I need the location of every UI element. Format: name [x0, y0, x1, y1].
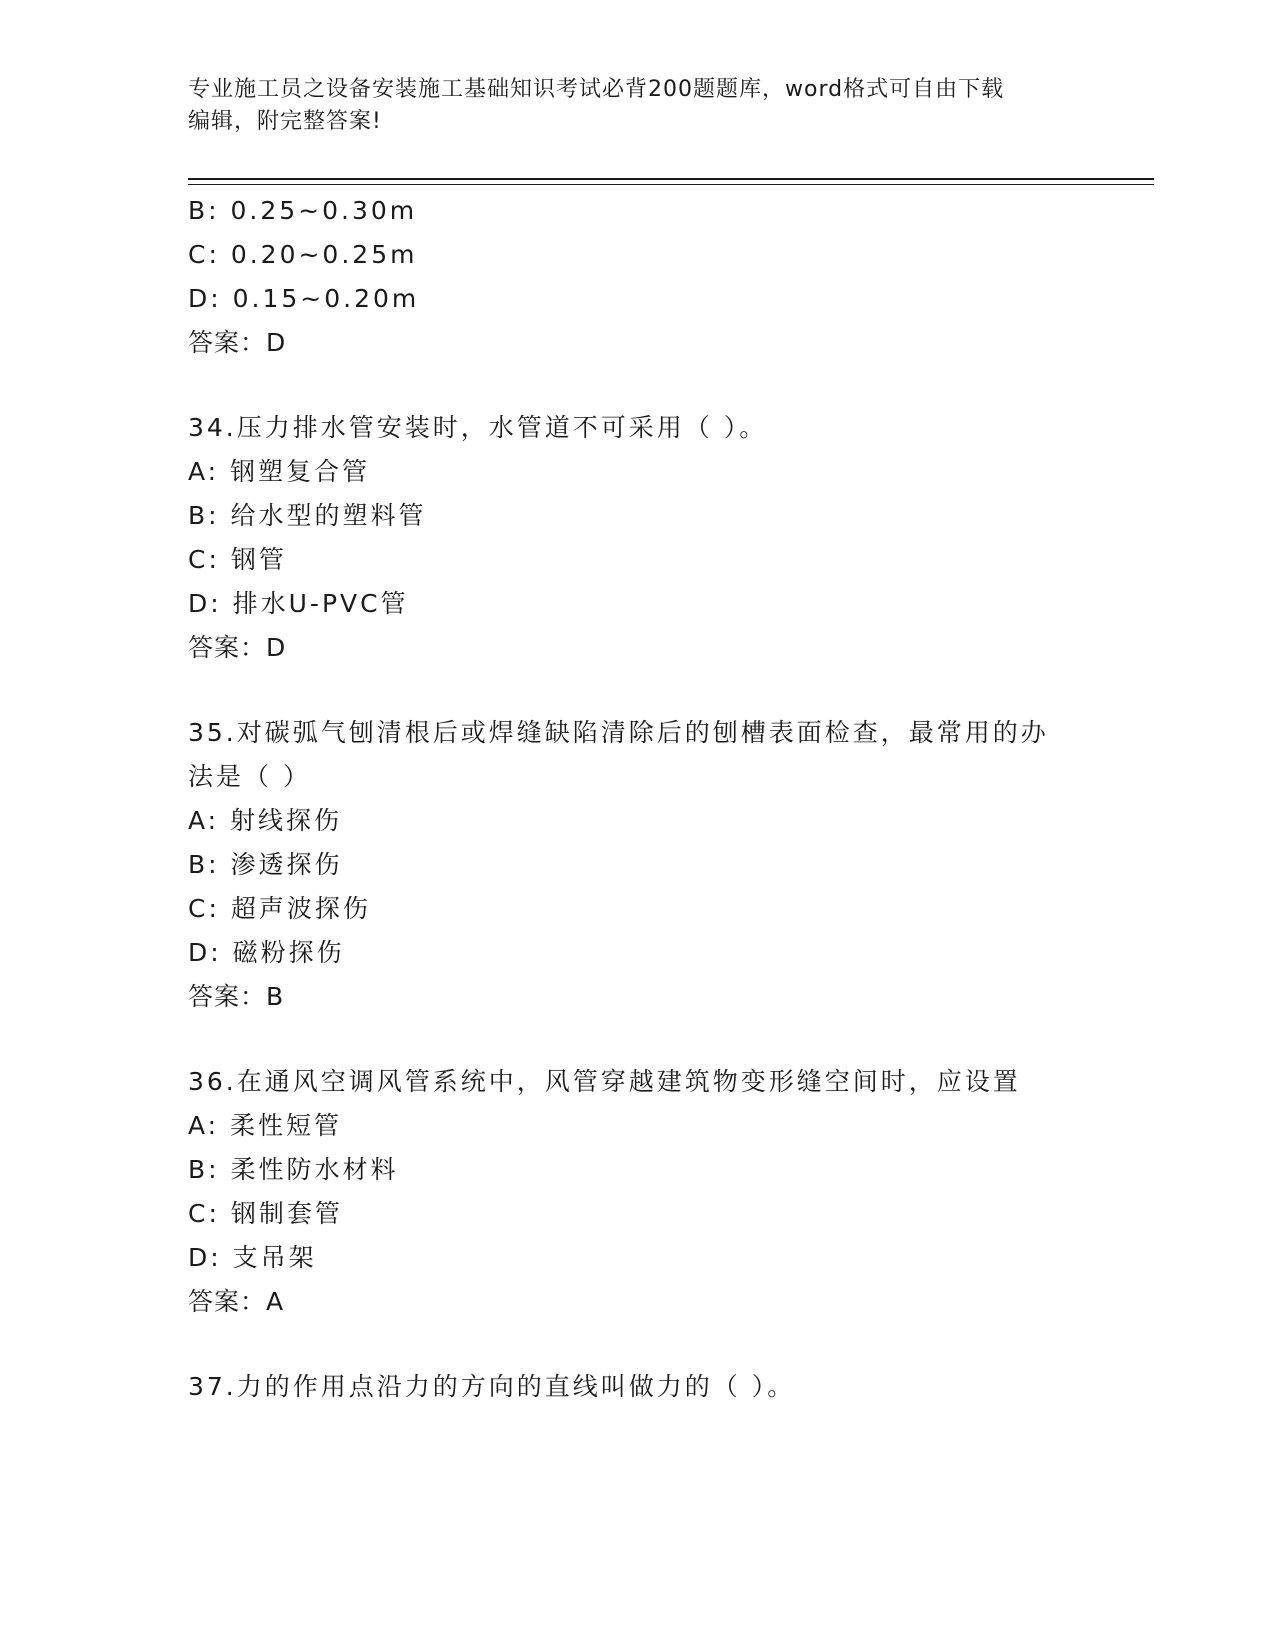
document-header — [188, 74, 1088, 138]
option-c: C: 超声波探伤 — [188, 894, 371, 923]
option-d: D: 排水U-PVC管 — [188, 589, 409, 618]
option-c: C: 0.20~0.25m — [188, 240, 418, 269]
answer: 答案：A — [188, 1287, 285, 1316]
option-c: C: 钢制套管 — [188, 1199, 343, 1228]
answer: 答案：D — [188, 328, 287, 357]
header-divider-thin — [188, 184, 1154, 185]
option-b: B: 0.25~0.30m — [188, 196, 418, 225]
option-b: B: 柔性防水材料 — [188, 1155, 399, 1184]
option-a: A: 射线探伤 — [188, 806, 343, 835]
question-stem: 37.力的作用点沿力的方向的直线叫做力的（ ）。 — [188, 1372, 796, 1401]
question-stem: 35.对碳弧气刨清根后或焊缝缺陷清除后的刨槽表面检查，最常用的办 — [188, 718, 1049, 747]
option-d: D: 支吊架 — [188, 1243, 317, 1272]
option-a: A: 钢塑复合管 — [188, 457, 371, 486]
answer: 答案：B — [188, 982, 285, 1011]
header-line-2: 编辑，附完整答案! — [188, 109, 382, 134]
option-b: B: 渗透探伤 — [188, 850, 343, 879]
option-c: C: 钢管 — [188, 545, 287, 574]
question-stem: 34.压力排水管安装时，水管道不可采用（ ）。 — [188, 413, 768, 442]
option-a: A: 柔性短管 — [188, 1111, 343, 1140]
question-stem: 36.在通风空调风管系统中，风管穿越建筑物变形缝空间时，应设置 — [188, 1067, 1021, 1096]
header-line-1: 专业施工员之设备安装施工基础知识考试必背200题题库，word格式可自由下载 — [188, 77, 1005, 102]
option-d: D: 磁粉探伤 — [188, 938, 345, 967]
question-stem-continued: 法是（ ） — [188, 762, 311, 791]
header-divider-thick — [188, 178, 1154, 180]
option-d: D: 0.15~0.20m — [188, 284, 420, 313]
answer: 答案：D — [188, 633, 287, 662]
option-b: B: 给水型的塑料管 — [188, 501, 427, 530]
